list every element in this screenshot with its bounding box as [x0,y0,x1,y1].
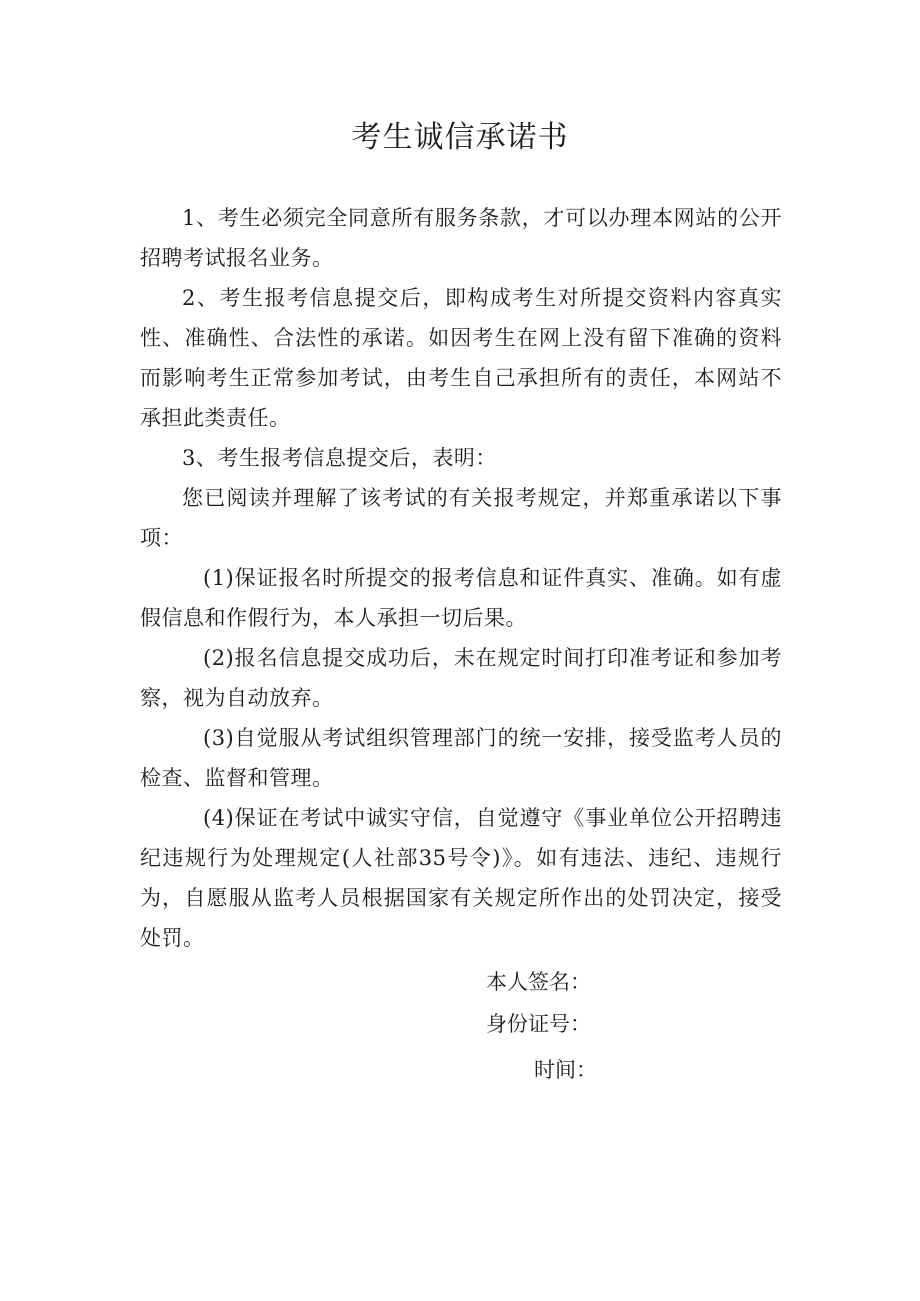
signature-id-label: 身份证号： [486,1012,591,1036]
document-body [140,198,782,958]
paragraph-1: 1、考生必须完全同意所有服务条款，才可以办理本网站的公开招聘考试报名业务。 [140,206,782,270]
commitment-item-4: (4)保证在考试中诚实守信，自觉遵守《事业单位公开招聘违纪违规行为处理规定(人社部35号令)》。如有违法、违纪、违规行为，自愿服从监考人员根据国家有关规定所作出的处罚决定，接受处罚。 [140,806,782,950]
signature-name-label: 本人签名： [486,970,591,994]
commitment-item-2: (2)报名信息提交成功后，未在规定时间打印准考证和参加考察，视为自动放弃。 [140,646,782,710]
signature-time-label: 时间： [534,1058,597,1082]
commitment-item-1: (1)保证报名时所提交的报考信息和证件真实、准确。如有虚假信息和作假行为，本人承担一切后果。 [140,566,782,630]
paragraph-4: 您已阅读并理解了该考试的有关报考规定，并郑重承诺以下事项： [140,486,782,550]
paragraph-3: 3、考生报考信息提交后，表明： [182,446,497,470]
paragraph-2: 2、考生报考信息提交后，即构成考生对所提交资料内容真实性、准确性、合法性的承诺。如因考生在网上没有留下准确的资料而影响考生正常参加考试，由考生自己承担所有的责任，本网站不承担此类责任。 [140,286,782,430]
document-title: 考生诚信承诺书 [351,120,569,155]
commitment-item-3: (3)自觉服从考试组织管理部门的统一安排，接受监考人员的检查、监督和管理。 [140,726,782,790]
